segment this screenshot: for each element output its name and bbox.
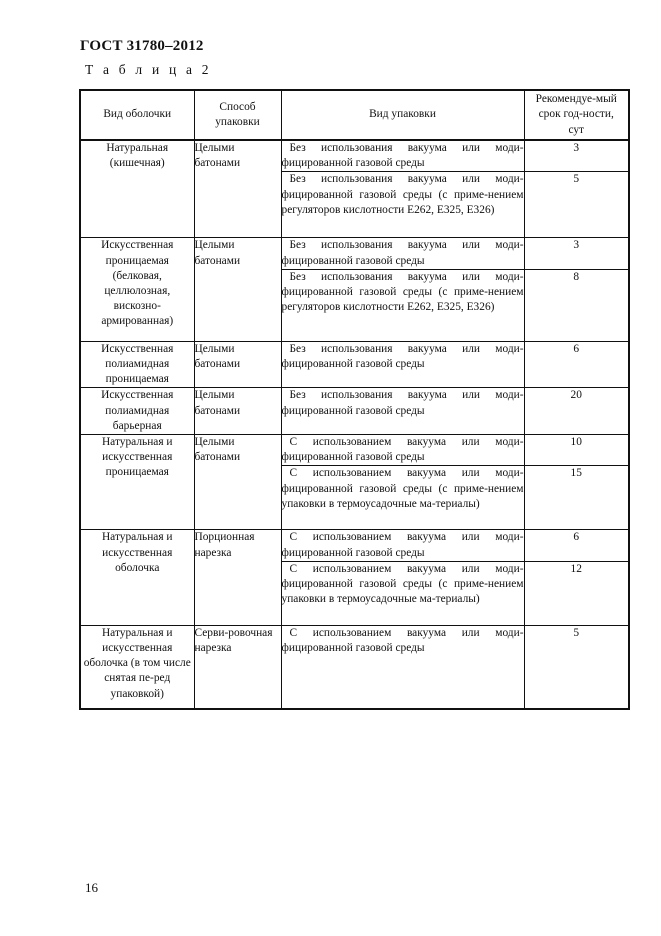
- cell-shell-type: Натуральная (кишечная): [80, 140, 194, 238]
- cell-packaging-type: С использованием вакуума или моди-фицированной газовой среды (с приме-нением упаковки в термоусадочные ма-териалы): [281, 561, 524, 625]
- cell-shell-type: Искусственная полиамидная проницаемая: [80, 341, 194, 388]
- cell-packing-method: Серви-ровочная нарезка: [194, 625, 281, 709]
- table-row: [80, 435, 629, 466]
- cell-shell-type: Натуральная и искусственная проницаемая: [80, 435, 194, 530]
- cell-packaging-type: Без использования вакуума или моди-фицированной газовой среды: [281, 140, 524, 172]
- cell-packaging-type: С использованием вакуума или моди-фицированной газовой среды: [281, 625, 524, 709]
- cell-shelf-life: 3: [524, 238, 629, 269]
- table-row: [80, 238, 629, 269]
- cell-packaging-type: Без использования вакуума или моди-фицированной газовой среды (с приме-нением регуляторов кислотности Е262, Е325, Е326): [281, 269, 524, 341]
- cell-shell-type: Натуральная и искусственная оболочка: [80, 530, 194, 625]
- header-packing-method: Способ упаковки: [194, 90, 281, 140]
- cell-packaging-type: С использованием вакуума или моди-фицированной газовой среды (с приме-нением упаковки в термоусадочные ма-териалы): [281, 466, 524, 530]
- header-shell-type: Вид оболочки: [80, 90, 194, 140]
- cell-shell-type: Натуральная и искусственная оболочка (в том числе снятая пе-ред упаковкой): [80, 625, 194, 709]
- cell-packaging-type: Без использования вакуума или моди-фицированной газовой среды: [281, 388, 524, 435]
- cell-packing-method: Целыми батонами: [194, 435, 281, 530]
- cell-shelf-life: 15: [524, 466, 629, 530]
- document-code: ГОСТ 31780–2012: [80, 38, 204, 54]
- header-shelf-life: Рекомендуе-мый срок год-ности, сут: [524, 90, 629, 140]
- table-header-row: [80, 90, 629, 140]
- cell-shelf-life: 6: [524, 530, 629, 561]
- cell-packaging-type: С использованием вакуума или моди-фицированной газовой среды: [281, 435, 524, 466]
- cell-shelf-life: 20: [524, 388, 629, 435]
- cell-packaging-type: Без использования вакуума или моди-фицированной газовой среды (с приме-нением регуляторов кислотности Е262, Е325, Е326): [281, 172, 524, 238]
- table-caption: Т а б л и ц а 2: [85, 62, 212, 77]
- cell-packaging-type: С использованием вакуума или моди-фицированной газовой среды: [281, 530, 524, 561]
- cell-shelf-life: 3: [524, 140, 629, 172]
- shelf-life-table: [79, 89, 630, 710]
- table-row: [80, 388, 629, 435]
- cell-shell-type: Искусственная полиамидная барьерная: [80, 388, 194, 435]
- table-body: [80, 140, 629, 709]
- cell-shelf-life: 10: [524, 435, 629, 466]
- table-row: [80, 625, 629, 709]
- cell-packing-method: Порционная нарезка: [194, 530, 281, 625]
- cell-shelf-life: 6: [524, 341, 629, 388]
- table-row: [80, 341, 629, 388]
- cell-shelf-life: 8: [524, 269, 629, 341]
- table-row: [80, 140, 629, 172]
- page-number: 16: [85, 880, 98, 895]
- cell-shelf-life: 5: [524, 625, 629, 709]
- header-packaging-type: Вид упаковки: [281, 90, 524, 140]
- cell-packing-method: Целыми батонами: [194, 388, 281, 435]
- cell-shelf-life: 12: [524, 561, 629, 625]
- cell-packing-method: Целыми батонами: [194, 238, 281, 341]
- cell-shell-type: Искусственная проницаемая (белковая, целлюлозная, вискозно-армированная): [80, 238, 194, 341]
- table-row: [80, 530, 629, 561]
- cell-shelf-life: 5: [524, 172, 629, 238]
- cell-packing-method: Целыми батонами: [194, 140, 281, 238]
- cell-packaging-type: Без использования вакуума или моди-фицированной газовой среды: [281, 238, 524, 269]
- cell-packaging-type: Без использования вакуума или моди-фицированной газовой среды: [281, 341, 524, 388]
- cell-packing-method: Целыми батонами: [194, 341, 281, 388]
